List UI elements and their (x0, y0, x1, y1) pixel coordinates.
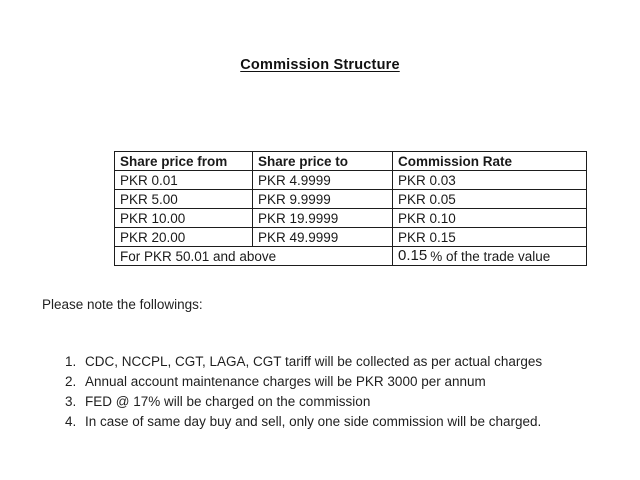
cell-above-threshold-label: For PKR 50.01 and above (115, 247, 393, 266)
cell-price-to: PKR 9.9999 (253, 190, 393, 209)
column-header-share-price-from: Share price from (115, 152, 253, 171)
cell-price-to: PKR 49.9999 (253, 228, 393, 247)
column-header-commission-rate: Commission Rate (393, 152, 587, 171)
table-header-row (115, 152, 587, 171)
cell-trade-value-rate (393, 247, 587, 266)
list-item-number: 4. (65, 414, 77, 429)
cell-price-from: PKR 10.00 (115, 209, 253, 228)
notes-list (65, 352, 610, 432)
cell-price-to: PKR 19.9999 (253, 209, 393, 228)
cell-commission-rate: PKR 0.10 (393, 209, 587, 228)
notes-intro-text: Please note the followings: (42, 297, 203, 312)
cell-commission-rate: PKR 0.05 (393, 190, 587, 209)
rate-suffix-text: % of the trade value (430, 249, 551, 264)
list-item (65, 412, 610, 432)
list-item-number: 1. (65, 354, 77, 369)
rate-percentage-value: 0.15 (398, 247, 428, 264)
list-item-text: In case of same day buy and sell, only one side commission will be charged. (85, 414, 542, 429)
table-row (115, 171, 587, 190)
document-title: Commission Structure (240, 57, 400, 73)
list-item-text: FED @ 17% will be charged on the commission (85, 394, 371, 409)
list-item-number: 3. (65, 394, 77, 409)
cell-price-from: PKR 0.01 (115, 171, 253, 190)
cell-commission-rate: PKR 0.15 (393, 228, 587, 247)
cell-price-to: PKR 4.9999 (253, 171, 393, 190)
list-item-text: Annual account maintenance charges will be PKR 3000 per annum (85, 374, 486, 389)
cell-price-from: PKR 20.00 (115, 228, 253, 247)
commission-table (114, 151, 587, 266)
list-item (65, 352, 610, 372)
table-footer-row (115, 247, 587, 266)
list-item (65, 392, 610, 412)
list-item-number: 2. (65, 374, 77, 389)
list-item (65, 372, 610, 392)
table-row (115, 228, 587, 247)
list-item-text: CDC, NCCPL, CGT, LAGA, CGT tariff will be collected as per actual charges (85, 354, 543, 369)
table-row (115, 209, 587, 228)
cell-price-from: PKR 5.00 (115, 190, 253, 209)
column-header-share-price-to: Share price to (253, 152, 393, 171)
table-row (115, 190, 587, 209)
cell-commission-rate: PKR 0.03 (393, 171, 587, 190)
